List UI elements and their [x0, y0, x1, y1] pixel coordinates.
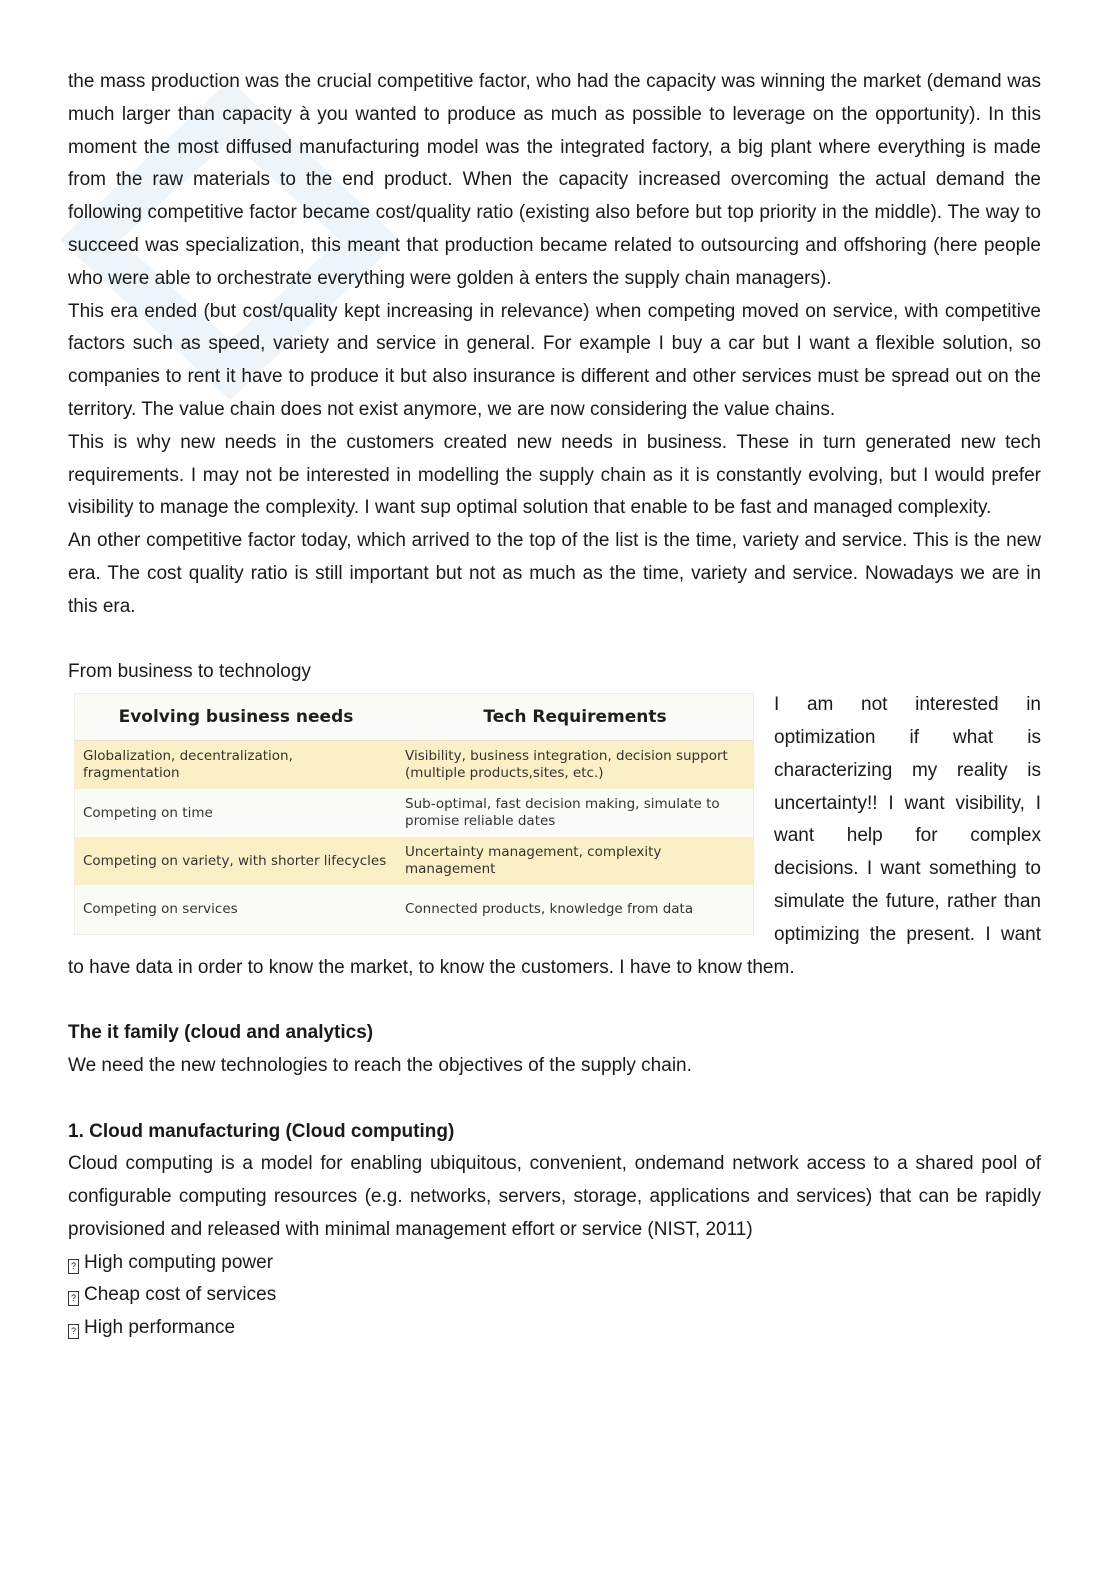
table-cell: Competing on services [83, 900, 238, 917]
paragraph-competitive-factor: An other competitive factor today, which arrived to the top of the list is the time, variety and service. This is the new era. The cost quality ratio is still important but not as much as the time, variety and service. Nowadays we are in this era. [68, 530, 1041, 617]
heading-it-family: The it family (cloud and analytics) [68, 1022, 374, 1044]
list-item [68, 1312, 1041, 1345]
table-cell: Uncertainty management, complexity management [397, 837, 753, 885]
table-header-row [75, 694, 753, 741]
list-item [68, 1279, 1041, 1312]
paragraph-mass-production: the mass production was the crucial competitive factor, who had the capacity was winning the market (demand was much larger than capacity à you wanted to produce as much as possible to leverage on the opportunity). In this moment the most diffused manufacturing model was the integrated factory, a big plant where everything is made from the raw materials to the end product. When the capacity increased overcoming the actual demand the following competitive factor became cost/quality ratio (existing also before but top priority in the middle). The way to succeed was specialization, this meant that production became related to outsourcing and offshoring (here people who were able to orchestrate everything were golden à enters the supply chain managers). [68, 71, 1041, 289]
spacer [68, 984, 1041, 1017]
document-page [68, 66, 1041, 1345]
table-row [75, 741, 753, 790]
header-business-needs: Evolving business needs [75, 694, 397, 741]
table-cell: Sub-optimal, fast decision making, simulate to promise reliable dates [405, 796, 720, 830]
list-item-text: High computing power [84, 1251, 274, 1273]
wrapped-paragraph-uncertainty: I am not interested in optimization if what is characterizing my reality is uncertainty!! I want visibility, I want help for complex decisions. I want something to simulate the future, rather than optimizing the present. I want to have data in order to know the market, to know the customers. I have to know them. [68, 694, 1041, 978]
table-cell: Connected products, knowledge from data [405, 900, 694, 917]
table-cell: Visibility, business integration, decision support (multiple products,sites, etc.) [397, 741, 753, 790]
requirements-table [75, 694, 753, 933]
list-item-text: Cheap cost of services [84, 1284, 277, 1306]
paragraph-new-needs: This is why new needs in the customers created new needs in business. These in turn generated new tech requirements. I may not be interested in modelling the supply chain as it is constantly evolving, but I would prefer visibility to manage the complexity. I want sup optimal solution that enable to be fast and managed complexity. [68, 431, 1041, 519]
list-item [68, 1247, 1041, 1280]
missing-glyph-icon: ? [68, 1259, 79, 1274]
table-cell: Competing on variety, with shorter lifecycles [75, 837, 397, 885]
spacer [68, 624, 1041, 657]
figure-with-wrapped-text [68, 689, 1041, 984]
list-item-text: High performance [84, 1317, 236, 1339]
section-label: From business to technology [68, 661, 311, 683]
table-cell: Competing on time [83, 804, 213, 821]
table-row [75, 837, 753, 885]
business-tech-table [74, 693, 754, 935]
heading-cloud-manufacturing: 1. Cloud manufacturing (Cloud computing) [68, 1120, 455, 1142]
paragraph-cloud-computing: Cloud computing is a model for enabling ubiquitous, convenient, ondemand network access to a shared pool of configurable computing resources (e.g. networks, servers, storage, applications and services) that can be rapidly provisioned and released with minimal management effort or service (NIST, 2011) [68, 1153, 1041, 1240]
paragraph-it-family: We need the new technologies to reach the objectives of the supply chain. [68, 1054, 692, 1076]
spacer [68, 1083, 1041, 1116]
paragraph-era-ended: This era ended (but cost/quality kept increasing in relevance) when competing moved on service, with competitive factors such as speed, variety and service in general. For example I buy a car but I want a flexible solution, so companies to rent it have to produce it but also insurance is different and other services must be spread out on the territory. The value chain does not exist anymore, we are now considering the value chains. [68, 300, 1041, 420]
table-row [75, 885, 753, 933]
missing-glyph-icon: ? [68, 1291, 79, 1306]
table-cell: Globalization, decentralization, fragmentation [75, 741, 397, 790]
table-row [75, 789, 753, 837]
missing-glyph-icon: ? [68, 1324, 79, 1339]
header-tech-requirements: Tech Requirements [397, 694, 753, 741]
